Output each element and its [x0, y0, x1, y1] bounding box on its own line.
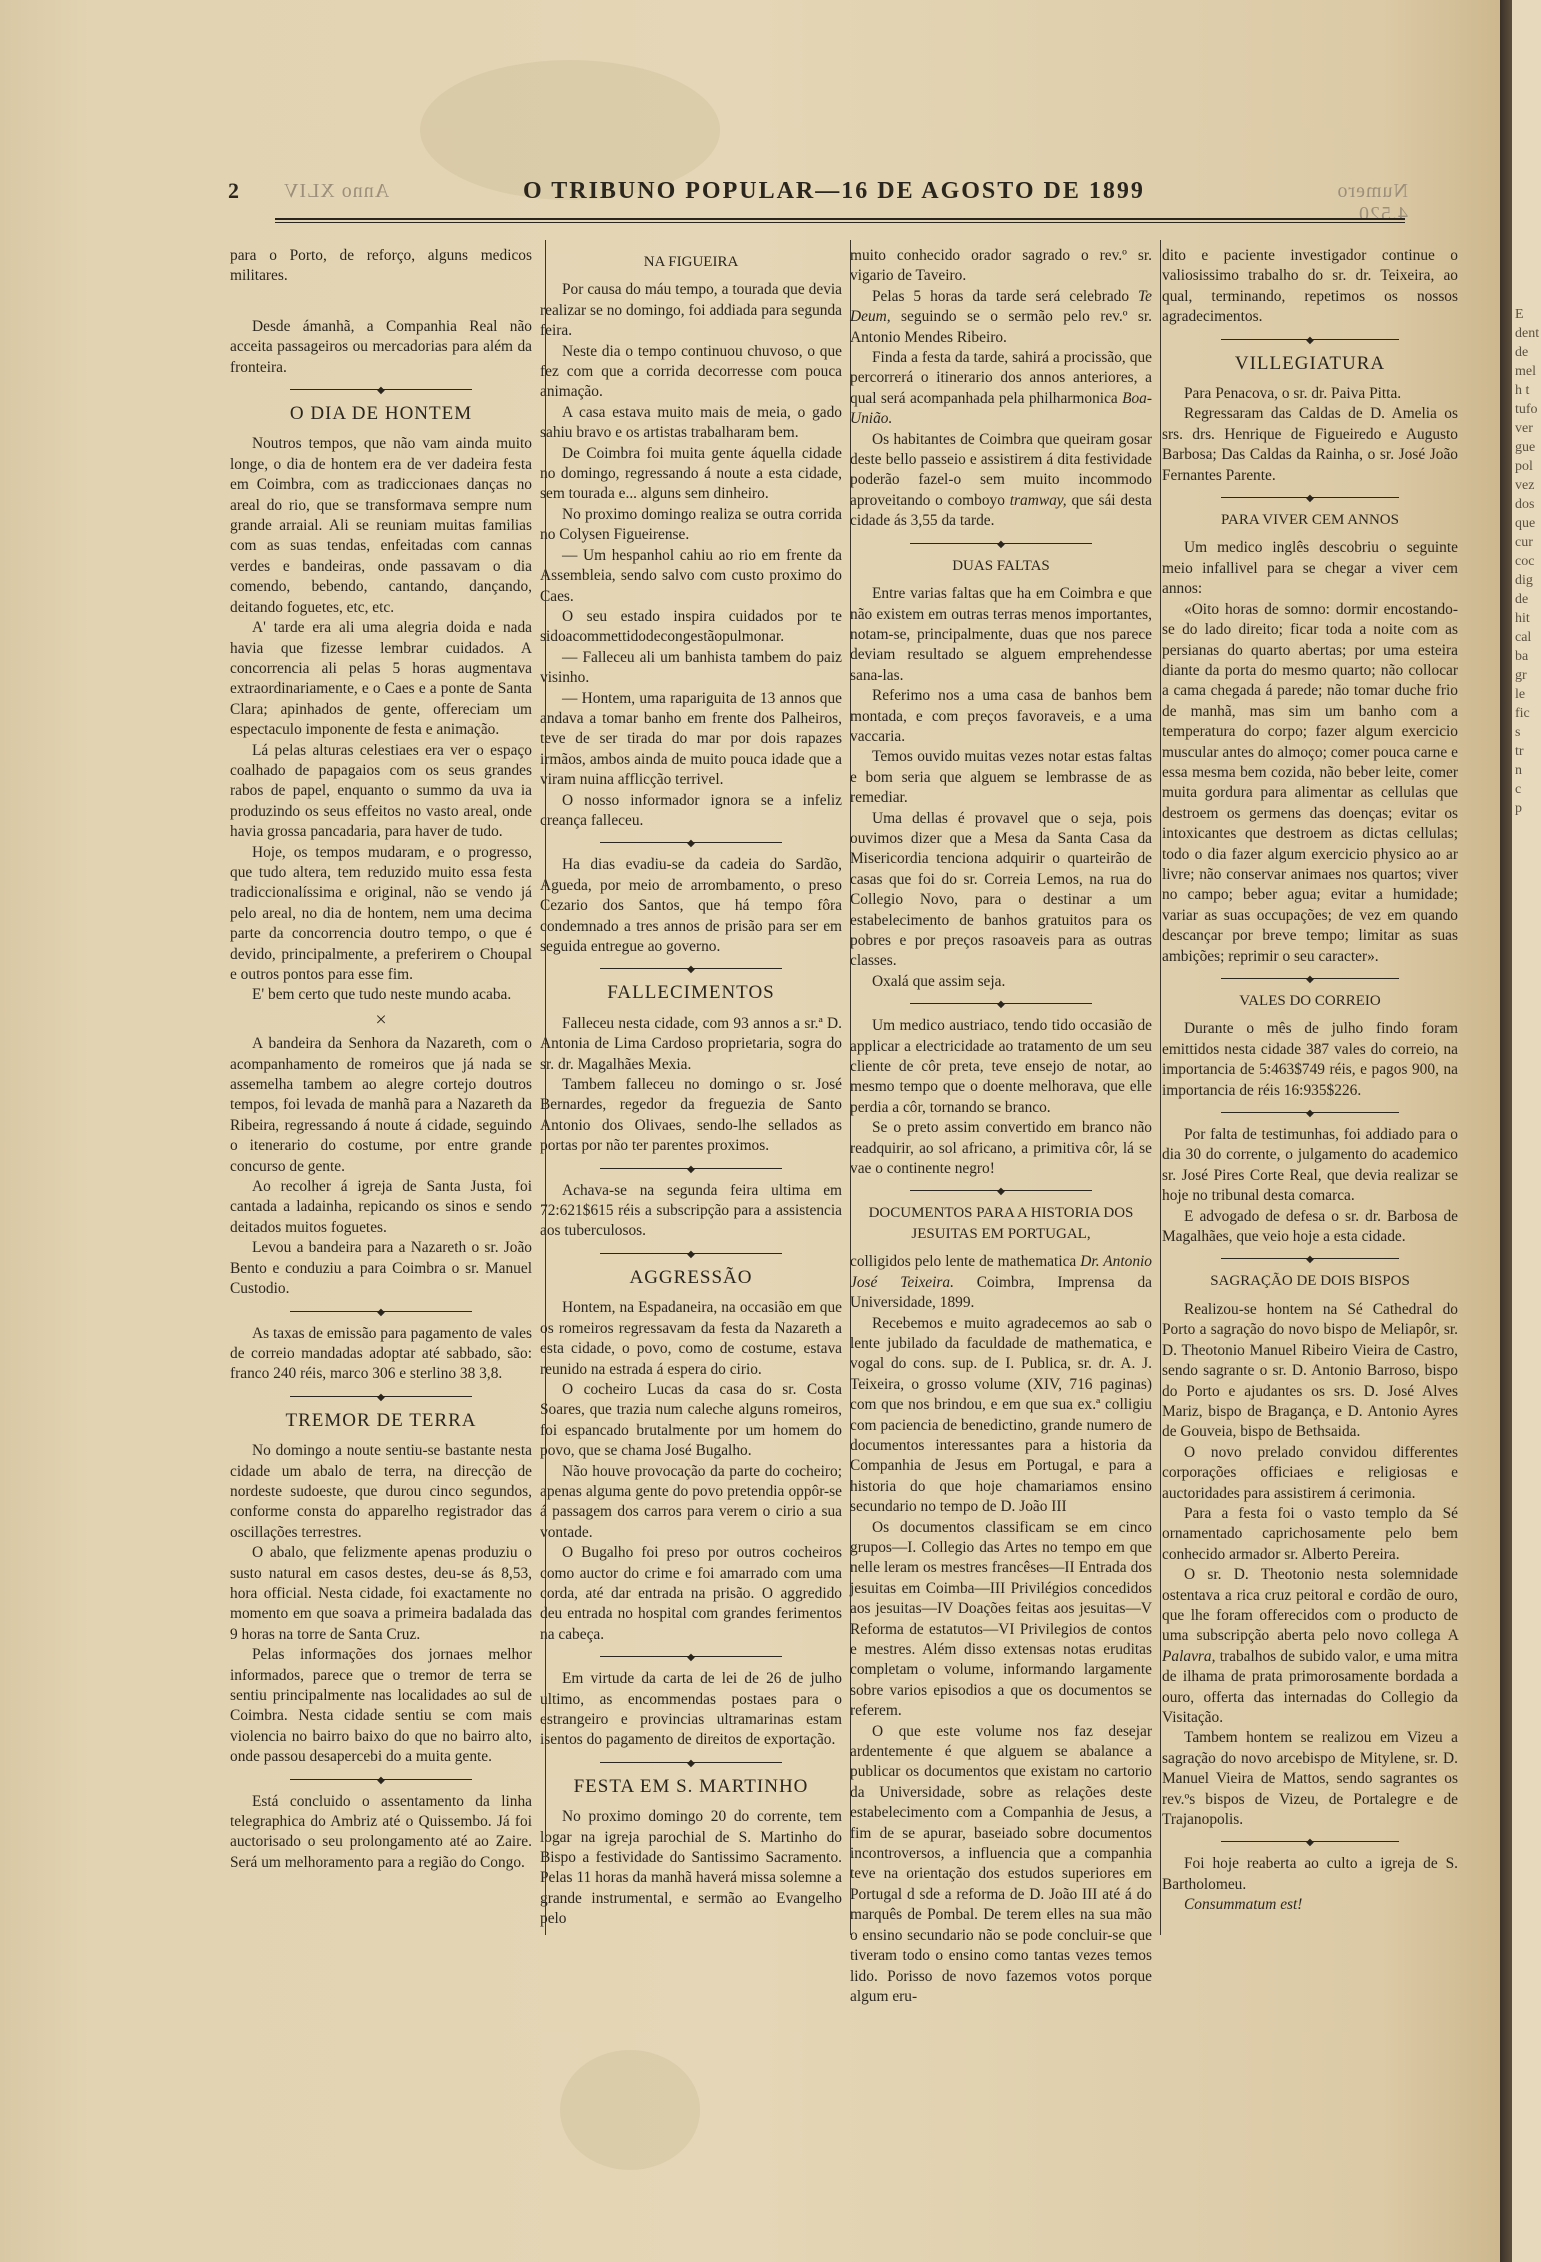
edge-text-fragment: mel: [1515, 364, 1536, 379]
edge-text-fragment: que: [1515, 516, 1536, 531]
article-text: De Coimbra foi muita gente áquella cidade no domingo, regressando á noute a esta cidade, sem tourada e... alguns sem dinheiro.: [540, 444, 842, 503]
section-separator: [540, 1161, 842, 1175]
article-text: — Hontem, uma rapariguita de 13 annos que andava a tomar banho em frente dos Palheiros, teve de ser tirada do mar por dois rapazes irmãos, ambos ainda de muito pouca idade que a viram nuina afflicção terrivel.: [540, 689, 842, 789]
edge-text-fragment: tufo: [1515, 402, 1538, 417]
edge-text-fragment: tr: [1515, 744, 1524, 759]
article-text: Em virtude da carta de lei de 26 de julho ultimo, as encommendas postaes para o estrangeiro e provincias ultramarinas estam isentos do pagamento de direitos de exportação.: [540, 1670, 842, 1749]
article-text: trabalhos de subido valor, e uma mitra de ilhama de prata primorosamente bordada a ouro, offerta das internadas do Collegio da Visitação.: [1162, 1647, 1458, 1726]
section-separator: [1162, 1251, 1458, 1265]
section-separator: [540, 961, 842, 975]
headline-documentos-jesuitas: DOCUMENTOS PARA A HISTORIA DOS JESUITAS EM PORTUGAL,: [868, 1205, 1134, 1242]
article-text: Recebemos e muito agradecemos ao sab o lente jubilado da faculdade de mathematica, e vogal do cons. sup. de I. Publica, sr. dr. A. J. Teixeira, o grosso volume (XIV, 716 paginas) com que nos brindou, e em que sua ex.ª colligiu com paciencia de benedictino, grande numero de documentos interessantes para a historia da Companhia de Jesus em Portugal, e para a historia do que hoje chamariamos ensino secundario no tempo de D. João III: [850, 1314, 1152, 1516]
edge-text-fragment: n: [1515, 763, 1522, 778]
edge-text-fragment: dent: [1515, 326, 1540, 341]
headline-para-viver-cem-annos: PARA VIVER CEM ANNOS: [1221, 512, 1399, 529]
column-4: [1162, 246, 1458, 1916]
newspaper-title-date: O TRIBUNO POPULAR—16 DE AGOSTO DE 1899: [523, 178, 1145, 204]
article-text: Tambem hontem se realizou em Vizeu a sagração do novo arcebispo de Mitylene, sr. D. Manuel Vieira de Mattos, sendo sagrantes os rev.ºs bispos de Vizeu, de Portalegre e de Trajanopolis.: [1162, 1729, 1458, 1829]
article-text: Coimbra, Imprensa da Universidade, 1899.: [850, 1273, 1152, 1312]
section-separator: [540, 835, 842, 849]
edge-text-fragment: E: [1515, 307, 1524, 322]
article-text: Levou a bandeira para a Nazareth o sr. João Bento e conduziu a para Coimbra o sr. Manuel Custodio.: [230, 1239, 532, 1298]
article-text: O Bugalho foi preso por outros cocheiros como auctor do crime e foi amarrado com uma corda, até dar entrada na prisão. O aggredido deu entrada no hospital com grandes ferimentos na cabeça.: [540, 1544, 842, 1643]
article-text: Hoje, os tempos mudaram, e o progresso, que tudo altera, tem reduzido muito essa festa tradiccionalíssima e original, não se vendo já pelo areal, no dia de hontem, nem uma decima parte da concorrencia doutro tempo, o que é devido, principalmente, a preferirem o Choupal e outros pontos para esse fim.: [230, 843, 532, 983]
headline-na-figueira: NA FIGUEIRA: [643, 254, 739, 270]
article-text: O novo prelado convidou differentes corporações officiaes e religiosas e auctoridades para assistirem á cerimonia.: [1162, 1443, 1458, 1502]
headline-fallecimentos: FALLECIMENTOS: [607, 982, 775, 1004]
article-text: [850, 287, 1152, 348]
article-text: Desde ámanhã, a Companhia Real não acceita passageiros ou mercadorias para além da fronteira.: [230, 317, 532, 376]
article-text-italic: Te Deum,: [850, 287, 1152, 326]
article-text: Tambem falleceu no domingo o sr. José Bernardes, regedor da freguezia de Santo Antonio dos Olivaes, sendo-lhe sellados as portas por não ter parentes proximos.: [540, 1076, 842, 1155]
section-separator: [230, 1389, 532, 1403]
edge-text-fragment: vez: [1515, 478, 1535, 493]
edge-text-fragment: le: [1515, 687, 1526, 702]
edge-text-fragment: p: [1515, 801, 1522, 816]
headline-festa-em-s-martinho: FESTA EM S. MARTINHO: [573, 1775, 809, 1797]
article-text: Noutros tempos, que não vam ainda muito longe, o dia de hontem era de ver dadeira festa em Coimbra, com as tradiccionaes danças no areal do rio, que se transformava sempre num grande arraial. Ali se reuniam muitas familias com as suas tendas, enfeitadas com cannas verdes e bandeiras, onde passavam o dia comendo, bebendo, cantando, dançando, deitando foguetes, etc, etc.: [230, 435, 532, 616]
section-separator: [850, 996, 1152, 1010]
article-text: Pelas 5 horas da tarde será celebrado: [872, 287, 1130, 305]
headline-villegiatura: VILLEGIATURA: [1234, 352, 1386, 374]
article-text: [1162, 1565, 1458, 1728]
edge-text-fragment: dos: [1515, 497, 1535, 512]
section-separator: [850, 536, 1152, 550]
edge-text-fragment: c: [1515, 782, 1522, 797]
article-text: Realizou-se hontem na Sé Cathedral do Porto a sagração do novo bispo de Meliapôr, sr. D. Theotonio Manuel Ribeiro Vieira de Castro, sendo sagrante o sr. D. Antonio Barroso, bispo do Porto e ajudantes os srs. D. José Alves Mariz, bispo de Bragança, e D. Antonio Ayres de Gouveia, bispo de Bethsaida.: [1162, 1300, 1458, 1441]
edge-text-fragment: dig: [1515, 573, 1533, 588]
article-text: Achava-se na segunda feira ultima em 72:621$615 réis a subscripção para a assistencia aos tuberculosos.: [540, 1181, 842, 1240]
article-text: Temos ouvido muitas vezes notar estas faltas e bom seria que alguem se lembrasse de as remediar.: [850, 748, 1152, 807]
article-text: colligidos pelo lente de mathematica: [850, 1253, 1077, 1271]
adjacent-page-edge: [1512, 0, 1541, 2262]
article-text: [850, 1252, 1152, 1313]
page-number: 2: [228, 178, 239, 203]
article-text: A bandeira da Senhora da Nazareth, com o acompanhamento de romeiros que já nada se assemelha tambem ao alegre cortejo doutros tempos, foi levada de manhã para a Nazareth da Ribeira, regressando á noute á cidade, seguindo o itenerario do costume, por entre grande concurso de gente.: [230, 1035, 532, 1175]
headline-sagracao-de-dois-bispos: SAGRAÇÃO DE DOIS BISPOS: [1210, 1273, 1410, 1290]
article-text: que sái desta cidade ás 3,55 da tarde.: [850, 491, 1152, 530]
article-text: O cocheiro Lucas da casa do sr. Costa Soares, que trazia num caleche alguns romeiros, foi espancado brutalmente por um homem do povo, que se chama José Bugalho.: [540, 1380, 842, 1460]
headline-aggressao: AGGRESSÃO: [629, 1266, 753, 1288]
section-separator: [1162, 1105, 1458, 1119]
section-separator: [1162, 1834, 1458, 1848]
article-text: Para a festa foi o vasto templo da Sé ornamentado caprichosamente pelo bem conhecido armador sr. Alberto Pereira.: [1162, 1504, 1458, 1563]
masthead: [228, 178, 1408, 225]
article-text: O sr. D. Theotonio nesta solemnidade ostentava a rica cruz peitoral e cordão de ouro, que lhe foram offerecidos com o producto de uma subscripção aberta pelo novo collega A: [1162, 1566, 1458, 1645]
edge-text-fragment: cal: [1515, 630, 1532, 645]
section-separator: [540, 1246, 842, 1260]
section-separator: [1162, 332, 1458, 346]
article-text: O seu estado inspira cuidados por te sidoacommettidodecongestãopulmonar.: [540, 607, 842, 646]
article-text: — Um hespanhol cahiu ao rio em frente da Assembleia, sendo salvo com custo proximo do Caes.: [540, 546, 842, 605]
paper-stain: [560, 2050, 700, 2170]
article-text: Não houve provocação da parte do cocheiro; apenas alguma gente do povo pretendia oppôr-se á passagem dos carros para verem o cirio a sua vontade.: [540, 1462, 842, 1541]
article-text-italic: Boa-União.: [850, 389, 1152, 428]
article-text: Os documentos classificam se em cinco grupos—I. Collegio das Artes no tempo em que nelle leram os mestres francêses—II Entrada dos jesuitas em Coimba—III Privilégios concedidos aos jesuitas—IV Doações feitas aos jesuitas—V Reforma de estatutos—VI Privilegios de contos e mestres. Além disso extensas notas eruditas completam o volume, informando largamente sobre varios episodios a que os documentos se referem.: [850, 1518, 1152, 1720]
edge-text-fragment: fic: [1515, 706, 1530, 721]
article-text: dito e paciente investigador continue o valiosissimo trabalho do sr. dr. Teixeira, ao qual, terminando, repetimos os nossos agradecimentos.: [1162, 247, 1458, 326]
article-text: Neste dia o tempo continuou chuvoso, o que fez com que a corrida decorresse com pouca animação.: [540, 342, 842, 401]
article-text: Uma dellas é provavel que o seja, pois ouvimos dizer que a Mesa da Santa Casa da Misericordia tenciona adquirir o quarteirão de casas que foi do sr. Correia Lemos, na rua do Collegio Novo, para o destinar a um estabelecimento de banhos gratuitos para os pobres e por preços rasoaveis para as outras classes.: [850, 809, 1152, 970]
edge-text-fragment: gr: [1515, 668, 1527, 683]
article-text: Um medico austriaco, tendo tido occasião de applicar a electricidade ao tratamento de um seu cliente de côr preta, teve ensejo de notar, ao mesmo tempo que o doente melhorava, que elle perdia a côr, tornando se branco.: [850, 1017, 1152, 1116]
bleed-through-text-left: Anno XLIV: [283, 180, 390, 202]
article-text: A casa estava muito mais de meia, o gado sahiu bravo e os artistas trabalharam bem.: [540, 403, 842, 442]
section-separator: [230, 382, 532, 396]
column-1: [230, 246, 532, 1873]
article-text: — Falleceu ali um banhista tambem do paiz visinho.: [540, 648, 842, 687]
section-separator: [230, 1772, 532, 1786]
article-text: Ha dias evadiu-se da cadeia do Sardão, Agueda, por meio de arrombamento, o preso Cezario dos Santos, que há tempo fôra condemnado a tres annos de prisão para ser em seguida entregue ao governo.: [540, 856, 842, 955]
article-text: Se o preto assim convertido em branco não readquirir, ao sol africano, a primitiva côr, lá se vae o continente negro!: [850, 1119, 1152, 1178]
header-rule: [275, 218, 1405, 223]
edge-text-fragment: h t: [1515, 383, 1530, 398]
edge-text-fragment: gue: [1515, 440, 1536, 455]
edge-text-fragment: de: [1515, 345, 1529, 360]
edge-text-fragment: pol: [1515, 459, 1533, 474]
edge-text-fragment: de: [1515, 592, 1529, 607]
article-text: O que este volume nos faz desejar ardentemente é que alguem se abalance a publicar os documentos que existam no cartorio da Universidade, sobre as relações deste estabelecimento com a Companhia de Jesus, a fim de se apurar, baseiado sobre documentos incontroversos, a influencia que a companhia teve na orientação dos estudos superiores em Portugal d sde a reforma de D. João III até á do marquês de Pombal. De terem elles na sua mão o ensino secundario não se pode concluir-se que tiveram todo o ensino como tantas vezes temos lido. Porisso de novo fazemos votos porque algum eru-: [850, 1722, 1152, 2005]
article-text: [1162, 1895, 1458, 1915]
article-text: Um medico inglês descobriu o seguinte meio infallivel para se chegar a viver cem annos:: [1162, 539, 1458, 598]
section-separator: [540, 1755, 842, 1769]
article-text-italic: Palavra,: [1162, 1647, 1216, 1665]
section-separator: [540, 1649, 842, 1663]
article-text: No domingo a noute sentiu-se bastante nesta cidade um abalo de terra, na direcção de nordeste sudoeste, que durou cinco segundos, conforme consta do apparelho registrador das oscillações terrestres.: [230, 1442, 532, 1541]
section-separator: [850, 1183, 1152, 1197]
article-text: Por causa do máu tempo, a tourada que devia realizar se no domingo, foi addiada para segunda feira.: [540, 281, 842, 340]
article-text: para o Porto, de reforço, alguns medicos militares.: [230, 247, 532, 285]
edge-text-fragment: cur: [1515, 535, 1533, 550]
article-text: Para Penacova, o sr. dr. Paiva Pitta.: [1184, 385, 1402, 403]
headline-tremor-de-terra: TREMOR DE TERRA: [285, 1409, 477, 1431]
edge-text-fragment: coc: [1515, 554, 1535, 569]
article-text: Lá pelas alturas celestiaes era ver o espaço coalhado de papagaios com os seus grandes rabos de papel, enquanto o summo da uva ia produzindo os seus effeitos no vasto areal, onde havia grossa pancadaria, para haver de tudo.: [230, 741, 532, 841]
article-text: As taxas de emissão para pagamento de vales de correio mandadas adoptar até sabbado, são: franco 240 réis, marco 306 e sterlino 38 3,8.: [230, 1324, 532, 1383]
article-text: Entre varias faltas que ha em Coimbra e que não existem em outras terras menos importantes, notam-se, principalmente, duas que nos parece deviam resultado se alguem emprehendesse sana-las.: [850, 585, 1152, 684]
edge-text-fragment: s: [1515, 725, 1521, 740]
article-text: Hontem, na Espadaneira, na occasião em que os romeiros regressavam da festa da Nazareth a esta cidade, o povo, como de costume, estava reunido na estrada á espera do cirio.: [540, 1299, 842, 1378]
cross-ornament: ×: [375, 1008, 387, 1031]
edge-text-fragment: ver: [1515, 421, 1533, 436]
article-text: [850, 430, 1152, 532]
headline-duas-faltas: DUAS FALTAS: [952, 557, 1050, 574]
article-text: Foi hoje reaberta ao culto a igreja de S. Bartholomeu.: [1162, 1855, 1458, 1893]
article-text: Falleceu nesta cidade, com 93 annos a sr.ª D. Antonia de Lima Cardoso proprietaria, sogra do sr. dr. Magalhães Mexia.: [540, 1014, 842, 1073]
article-text: seguindo se o sermão pelo rev.º sr. Antonio Mendes Ribeiro.: [850, 308, 1153, 346]
article-text: Regressaram das Caldas de D. Amelia os srs. drs. Henrique de Figueiredo e Augusto Barbosa; Das Caldas da Rainha, o sr. José João Fernantes Parente.: [1162, 405, 1458, 484]
headline-o-dia-de-hontem: O DIA DE HONTEM: [289, 403, 473, 425]
bleed-through-text-right: Numero 4.520: [1336, 180, 1408, 225]
article-text: E' bem certo que tudo neste mundo acaba.: [252, 986, 512, 1004]
article-text: Durante o mês de julho findo foram emittidos nesta cidade 387 vales do correio, na importancia de 5:463$749 réis, e pagos 900, na importancia de réis 16:935$226.: [1162, 1020, 1458, 1099]
article-text: Está concluido o assentamento da linha telegraphica do Ambriz até o Quissembo. Já foi auctorisado o seu prolongamento até ao Zaire. Será um melhoramento para a região do Congo.: [230, 1792, 532, 1871]
article-text: Por falta de testimunhas, foi addiado para o dia 30 do corrente, o julgamento do academico sr. José Pires Corte Real, que devia realizar se hoje no tribunal desta comarca.: [1162, 1126, 1458, 1205]
article-text: Referimo nos a uma casa de banhos bem montada, e com preços favoraveis, e a uma vaccaria.: [850, 687, 1152, 745]
section-separator: [1162, 971, 1458, 985]
article-text: Os habitantes de Coimbra que queiram gosar deste bello passeio e assistirem á dita festividade poderão fazel-o sem muito incommodo aproveitando o comboyo: [850, 430, 1152, 509]
article-text: O abalo, que felizmente apenas produziu o susto natural em casos destes, deu-se ás 8,53, hora official. Nesta cidade, foi exactamente no momento em que soava a primeira badalada das 9 horas na torre de Santa Cruz.: [230, 1544, 532, 1643]
article-text: Oxalá que assim seja.: [872, 972, 1006, 990]
article-text: Finda a festa da tarde, sahirá a procissão, que percorrerá o itinerario dos annos anteriores, a qual será acompanhada pela philharmonica: [850, 349, 1152, 407]
article-text-italic: Consummatum est!: [1184, 1896, 1303, 1914]
article-text: [850, 348, 1152, 430]
article-text: No proximo domingo realiza se outra corrida no Colysen Figueirense.: [540, 505, 842, 544]
article-text: Pelas informações dos jornaes melhor informados, parece que o tremor de terra se sentiu principalmente nas localidades ao sul de Coimbra. Nesta cidade sentiu se com mais violencia no bairro baixo do que no bairro alto, onde passou desapercebi do a muita gente.: [230, 1646, 532, 1766]
section-separator: [230, 1304, 532, 1318]
article-text: «Oito horas de somno: dormir encostando-se do lado direito; ficar toda a noite com as persianas do quarto abertas; por uma esteira diante da porta do mesmo quarto; não collocar a cama chegada á parede; não tomar duche frio de manhã, mas sim um banho com a temperatura do corpo; fazer algum exercicio muscular antes do almoço; comer pouca carne e essa mesma bem cozida, não beber leite, comer muita gordura para alimentar as cellulas que destroem os germens das doenças; evitar os intoxicantes que destroem as dictas cellulas; todo o dia fazer algum exercicio physico ao ar livre; não conservar animaes nos quartos; viver no campo; beber agua; evitar a humidade; variar as suas occupações; de vez em quando descançar por breve tempo; limitar as suas ambições; reprimir o seu caracter».: [1162, 600, 1458, 965]
article-text: A' tarde era ali uma alegria doida e nada havia que fizesse lembrar cuidados. A concorrencia ali pelas 5 horas augmentava extraordinariamente, e o Caes e a ponte de Santa Clara; apinhados de gente, offereciam um espectaculo imponente de festa e animação.: [230, 619, 532, 739]
edge-text-fragment: ba: [1515, 649, 1529, 664]
article-text-italic: Dr. Antonio José Teixeira.: [850, 1253, 1152, 1291]
edge-text-fragment: hit: [1515, 611, 1530, 626]
column-3: [850, 246, 1152, 2007]
article-text: O nosso informador ignora se a infeliz creança falleceu.: [540, 791, 842, 829]
article-text: No proximo domingo 20 do corrente, tem logar na igreja parochial de S. Martinho do Bispo a festividade do Santissimo Sacramento. Pelas 11 horas da manhã haverá missa solemne a grande instrumental, e sermão ao Evangelho pelo: [540, 1808, 842, 1928]
article-text: Ao recolher á igreja de Santa Justa, foi cantada a ladainha, repicando os sinos e sendo deitados muitos foguetes.: [230, 1178, 532, 1236]
column-divider: [1160, 240, 1161, 1935]
article-text: E advogado de defesa o sr. dr. Barbosa de Magalhães, que veio hoje a esta cidade.: [1162, 1207, 1458, 1246]
column-2: [540, 246, 842, 1930]
article-text: muito conhecido orador sagrado o rev.º sr. vigario de Taveiro.: [850, 247, 1152, 285]
article-text-italic: tramway,: [1009, 491, 1067, 509]
headline-vales-do-correio: VALES DO CORREIO: [1239, 993, 1381, 1009]
section-separator: [1162, 490, 1458, 504]
